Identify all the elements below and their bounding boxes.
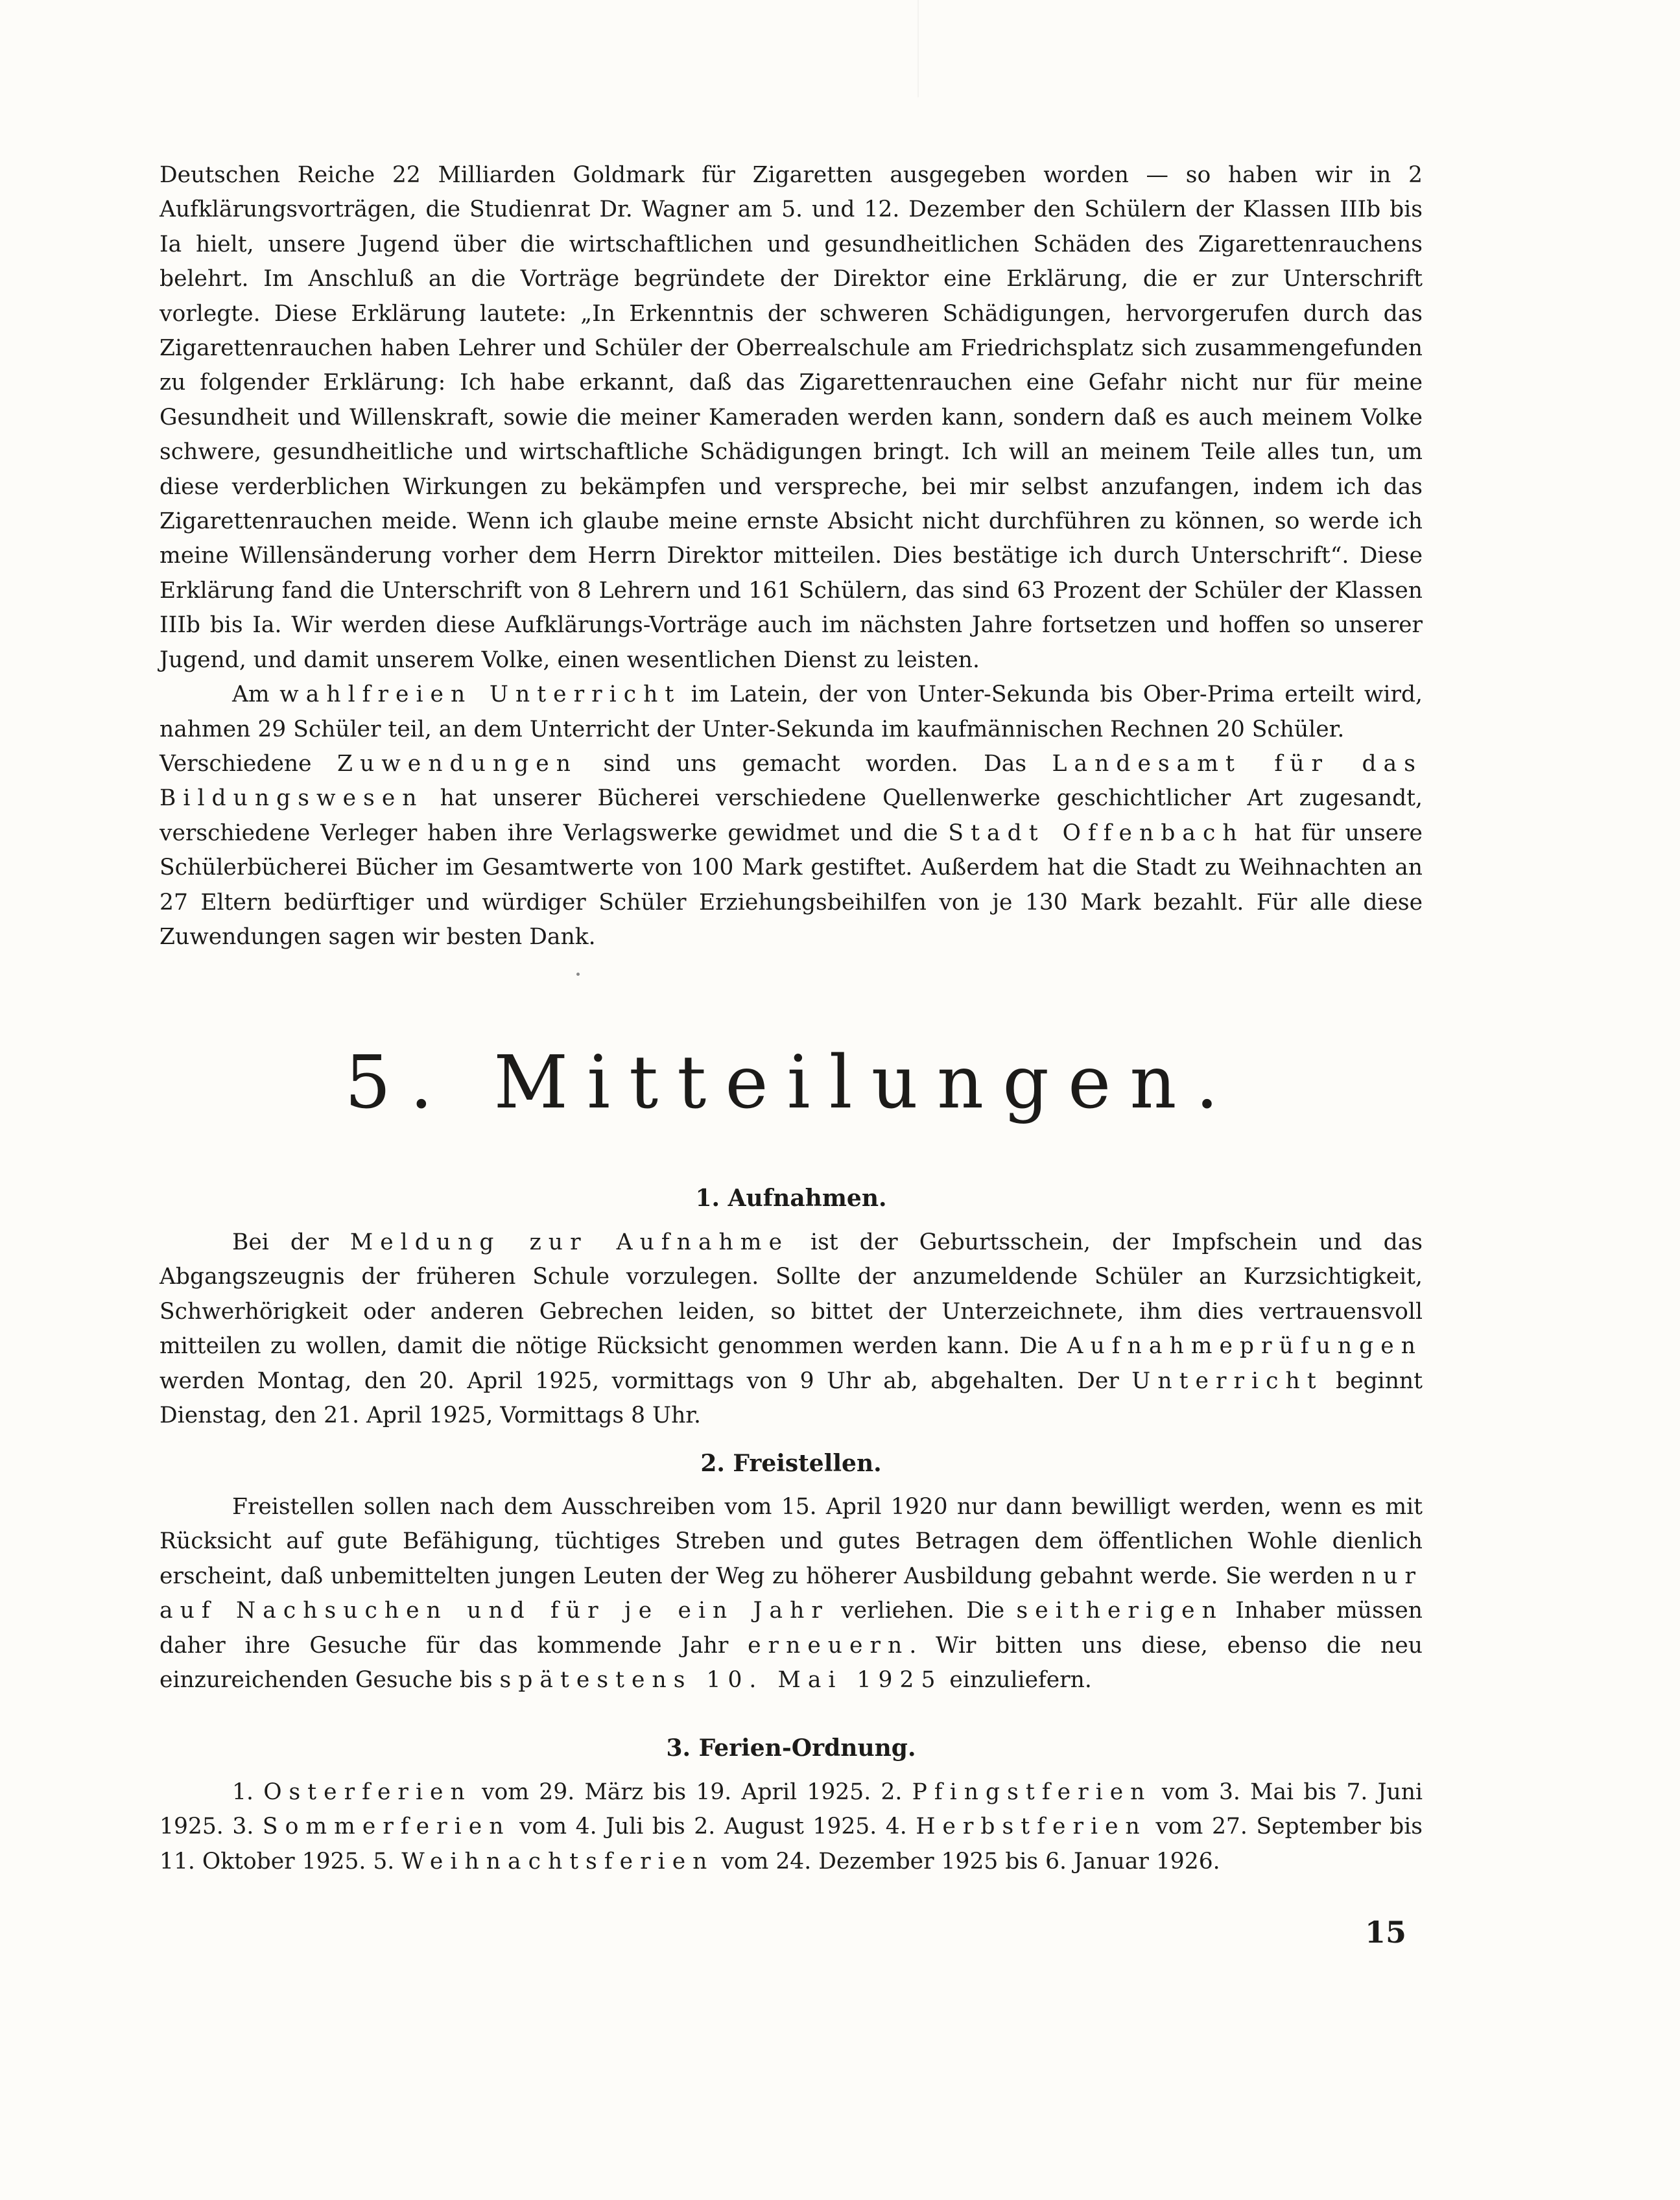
scan-speck [576,973,580,976]
text-run: vom 4. Juli bis 2. August 1925. 4. [510,1814,916,1840]
emphasis-text: Pfingstferien [912,1779,1152,1805]
text-run: im Latein, der von Unter-Sekunda bis Ober-Prima erteilt wird, nahmen 29 Schüler teil, an dem Unterricht der Unter-Sekunda im kaufmännischen Rechnen 20 Schüler. [160,681,1423,742]
text-run: vom 3. Mai bis 7. Juni 1925. 3. [160,1779,1423,1840]
emphasis-text: Landesamt für das Bildungswesen [160,750,1423,812]
text-run: einzuliefern. [942,1667,1092,1694]
page-number: 15 [1364,1915,1406,1950]
emphasis-text: Zuwendungen [337,750,578,777]
text-run: beginnt Dienstag, den 21. April 1925, Vormittags 8 Uhr. [160,1367,1423,1429]
section-heading: 5. Mitteilungen. [344,1041,1238,1125]
text-run: Inhaber müssen daher ihre Gesuche für das kommende Jahr [160,1598,1423,1659]
emphasis-text: spätestens 10. Mai 1925 [499,1667,943,1694]
text-run: vom 27. September bis 11. Oktober 1925. 5. [160,1814,1423,1875]
ferien-heading: 3. Ferien-Ordnung. [666,1734,916,1762]
ferien-paragraph [160,1775,1423,1879]
text-run: sind uns gemacht worden. Das [578,750,1052,777]
aufnahmen-section [160,1225,1423,1433]
emphasis-text: Sommerferien [262,1814,511,1840]
text-run: vom 24. Dezember 1925 bis 6. Januar 1926. [714,1848,1220,1875]
text-run: Freistellen sollen nach dem Ausschreiben vom 15. April 1920 nur dann bewilligt werden, wenn es mit Rücksicht auf gute Befähigung, tüchtiges Streben und gutes Betragen dem öffentlichen Wohle dienlich erscheint, daß unbemittelten jungen Leuten der Weg zu höherer Ausbildung gebahnt werde. Sie werden [160,1494,1423,1589]
freistellen-heading: 2. Freistellen. [700,1450,882,1477]
emphasis-text: wahlfreien Unterricht [279,681,681,708]
text-run: hat unserer Bücherei verschiedene Quellenwerke geschichtlicher Art zugesandt, verschiedene Verleger haben ihre Verlagswerke gewidmet und die [160,785,1423,846]
aufnahmen-paragraph [160,1225,1423,1433]
emphasis-text: Herbstferien [916,1814,1147,1840]
emphasis-text: Weihnachtsferien [401,1848,715,1875]
text-run: Verschiedene [160,750,337,777]
text-run: . Wir bitten uns diese, ebenso die neu einzureichenden Gesuche bis [160,1632,1423,1694]
emphasis-text: nur auf Nachsuchen und für je ein Jahr [160,1563,1423,1624]
intro-paragraph-3 [160,747,1423,954]
aufnahmen-heading: 1. Aufnahmen. [695,1185,887,1212]
text-run: 1. [232,1779,264,1805]
text-run: vom 29. März bis 19. April 1925. 2. [471,1779,912,1805]
intro-paragraph-1: Deutschen Reiche 22 Milliarden Goldmark für Zigaretten ausgegeben worden — so haben wir in 2 Aufklärungsvorträgen, die Studienrat Dr. Wagner am 5. und 12. Dezember den Schülern der Klassen IIIb bis Ia hielt, unsere Jugend über die wirtschaftlichen und gesundheitlichen Schäden des Zigarettenrauchens belehrt. Im Anschluß an die Vorträge begründete der Direktor eine Erklärung, die er zur Unterschrift vorlegte. Diese Erklärung lautete: „In Erkenntnis der schweren Schädigungen, hervorgerufen durch das Zigarettenrauchen haben Lehrer und Schüler der Oberrealschule am Friedrichsplatz sich zusammengefunden zu folgender Erklärung: Ich habe erkannt, daß das Zigarettenrauchen eine Gefahr nicht nur für meine Gesundheit und Willenskraft, sowie die meiner Kameraden werden kann, sondern daß es auch meinem Volke schwere, gesundheitliche und wirtschaftliche Schädigungen bringt. Ich will an meinem Teile alles tun, um diese verderblichen Wirkungen zu bekämpfen und verspreche, bei mir selbst anzufangen, indem ich das Zigarettenrauchen meide. Wenn ich glaube meine ernste Absicht nicht durchführen zu können, so werde ich meine Willensänderung vorher dem Herrn Direktor mitteilen. Dies bestätige ich durch Unterschrift“. Diese Erklärung fand die Unterschrift von 8 Lehrern und 161 Schülern, das sind 63 Prozent der Schüler der Klassen IIIb bis Ia. Wir werden diese Aufklärungs-Vorträge auch im nächsten Jahre fortsetzen und hoffen so unserer Jugend, und damit unserem Volke, einen wesentlichen Dienst zu leisten. [160,162,1423,673]
text-run: Am [232,681,280,708]
emphasis-text: erneuern [748,1632,910,1659]
emphasis-text: seitherigen [1016,1598,1224,1624]
text-run: ist der Geburtsschein, der Impfschein und das Abgangszeugnis der früheren Schule vorzulegen. Sollte der anzumeldende Schüler an Kurzsichtigkeit, Schwerhörigkeit oder anderen Gebrechen leiden, so bittet der Unterzeichnete, ihm dies vertrauensvoll mitteilen zu wollen, damit die nötige Rücksicht genommen werden kann. Die [160,1229,1423,1360]
freistellen-paragraph [160,1490,1423,1697]
text-run: hat für unsere Schülerbücherei Bücher im Gesamtwerte von 100 Mark gestiftet. Außerdem hat die Stadt zu Weihnachten an 27 Eltern bedürftiger und würdiger Schüler Erziehungsbeihilfen von je 130 Mark bezahlt. Für alle diese Zuwendungen sagen wir besten Dank. [160,820,1423,950]
text-run: werden Montag, den 20. April 1925, vormittags von 9 Uhr ab, abgehalten. Der [160,1367,1132,1394]
text-run: Bei der [232,1229,350,1255]
ferien-section [160,1775,1423,1879]
emphasis-text: Meldung zur Aufnahme [349,1229,790,1255]
emphasis-text: Osterferien [263,1779,472,1805]
emphasis-text: Unterricht [1131,1367,1323,1394]
emphasis-text: Aufnahmeprüfungen [1067,1333,1423,1360]
scan-artifact [917,0,919,97]
text-run: verliehen. Die [829,1598,1017,1624]
freistellen-section [160,1490,1423,1697]
intro-section [160,158,1423,954]
intro-paragraph-2 [160,678,1423,747]
emphasis-text: Stadt Offenbach [948,820,1244,846]
